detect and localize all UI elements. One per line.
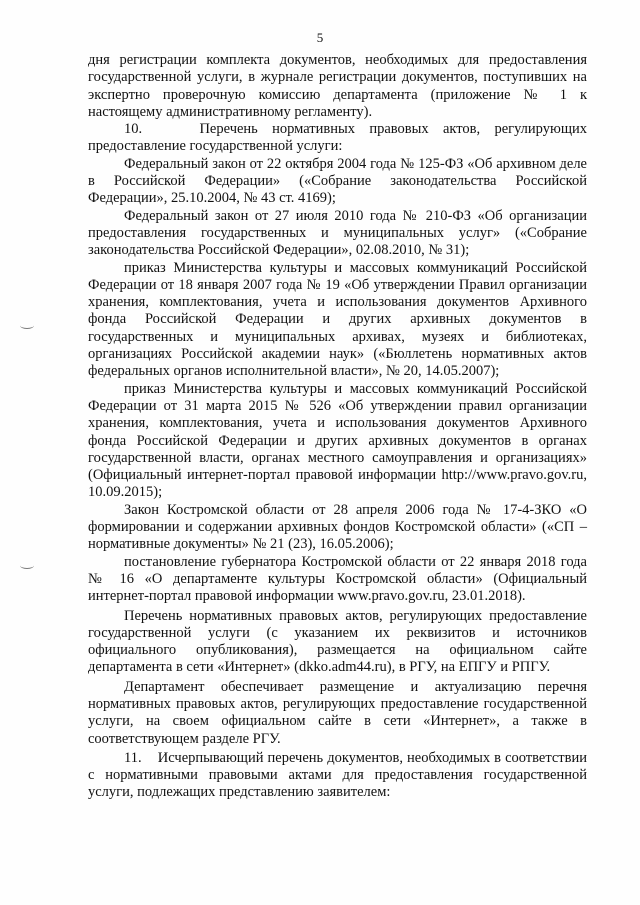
paragraph-governor-decree: постановление губернатора Костромской области от 22 января 2018 года № 16 «О департаменте культуры Костромской области» (Официальный интернет-портал правовой информации www.pravo.gov.ru, 23.01.2018).: [88, 553, 587, 605]
paragraph-federal-law-125: Федеральный закон от 22 октября 2004 года № 125-ФЗ «Об архивном деле в Российской Федерации» («Собрание законодательства Российской Федерации», 25.10.2004, № 43 ст. 4169);: [88, 155, 587, 207]
margin-scan-mark: [20, 562, 34, 569]
paragraph-section-10-heading: 10. Перечень нормативных правовых актов, регулирующих предоставление государственной услуги:: [88, 121, 587, 155]
document-body: [88, 52, 587, 802]
margin-scan-mark: [20, 322, 34, 329]
paragraph-publication-list: Перечень нормативных правовых актов, регулирующих предоставление государственной услуги (с указанием их реквизитов и источников официального опубликования), размещается на официальном сайте департамента в сети «Интернет» (dkko.adm44.ru), в РГУ, на ЕПГУ и РПГУ.: [88, 607, 587, 676]
paragraph-section-11-heading: 11. Исчерпывающий перечень документов, необходимых в соответствии с нормативными правовыми актами для предоставления государственной услуги, подлежащих представлению заявителем:: [88, 749, 587, 801]
paragraph-department-duties: Департамент обеспечивает размещение и актуализацию перечня нормативных правовых актов, регулирующих предоставление государственной услуги, на своем официальном сайте в сети «Интернет», а также в соответствующем разделе РГУ.: [88, 678, 587, 747]
paragraph-federal-law-210: Федеральный закон от 27 июля 2010 года № 210-ФЗ «Об организации предоставления государственных и муниципальных услуг» («Собрание законодательства Российской Федерации», 02.08.2010, № 31);: [88, 207, 587, 259]
paragraph-regional-law: Закон Костромской области от 28 апреля 2006 года № 17-4-ЗКО «О формировании и содержании архивных фондов Костромской области» («СП – нормативные документы» № 21 (23), 16.05.2006);: [88, 501, 587, 553]
page-number: 5: [316, 30, 324, 45]
paragraph-order-19: приказ Министерства культуры и массовых коммуникаций Российской Федерации от 18 января 2007 года № 19 «Об утверждении Правил организации хранения, комплектования, учета и использования документов Архивного фонда Российской Федерации и других архивных документов в государственных и муниципальных архивах, музеях и библиотеках, организациях Российской академии наук» («Бюллетень нормативных актов федеральных органов исполнительной власти», № 20, 14.05.2007);: [88, 259, 587, 380]
paragraph-order-526: приказ Министерства культуры и массовых коммуникаций Российской Федерации от 31 марта 2015 № 526 «Об утверждении правил организации хранения, комплектования, учета и использования документов Архивного фонда Российской Федерации и других архивных документов в органах государственной власти, органах местного самоуправления и организациях» (Официальный интернет-портал правовой информации http://www.pravo.gov.ru, 10.09.2015);: [88, 380, 587, 501]
paragraph-continuation: дня регистрации комплекта документов, необходимых для предоставления государственной услуги, в журнале регистрации документов, поступивших на экспертно проверочную комиссию департамента (приложение № 1 к настоящему административному регламенту).: [88, 52, 587, 120]
